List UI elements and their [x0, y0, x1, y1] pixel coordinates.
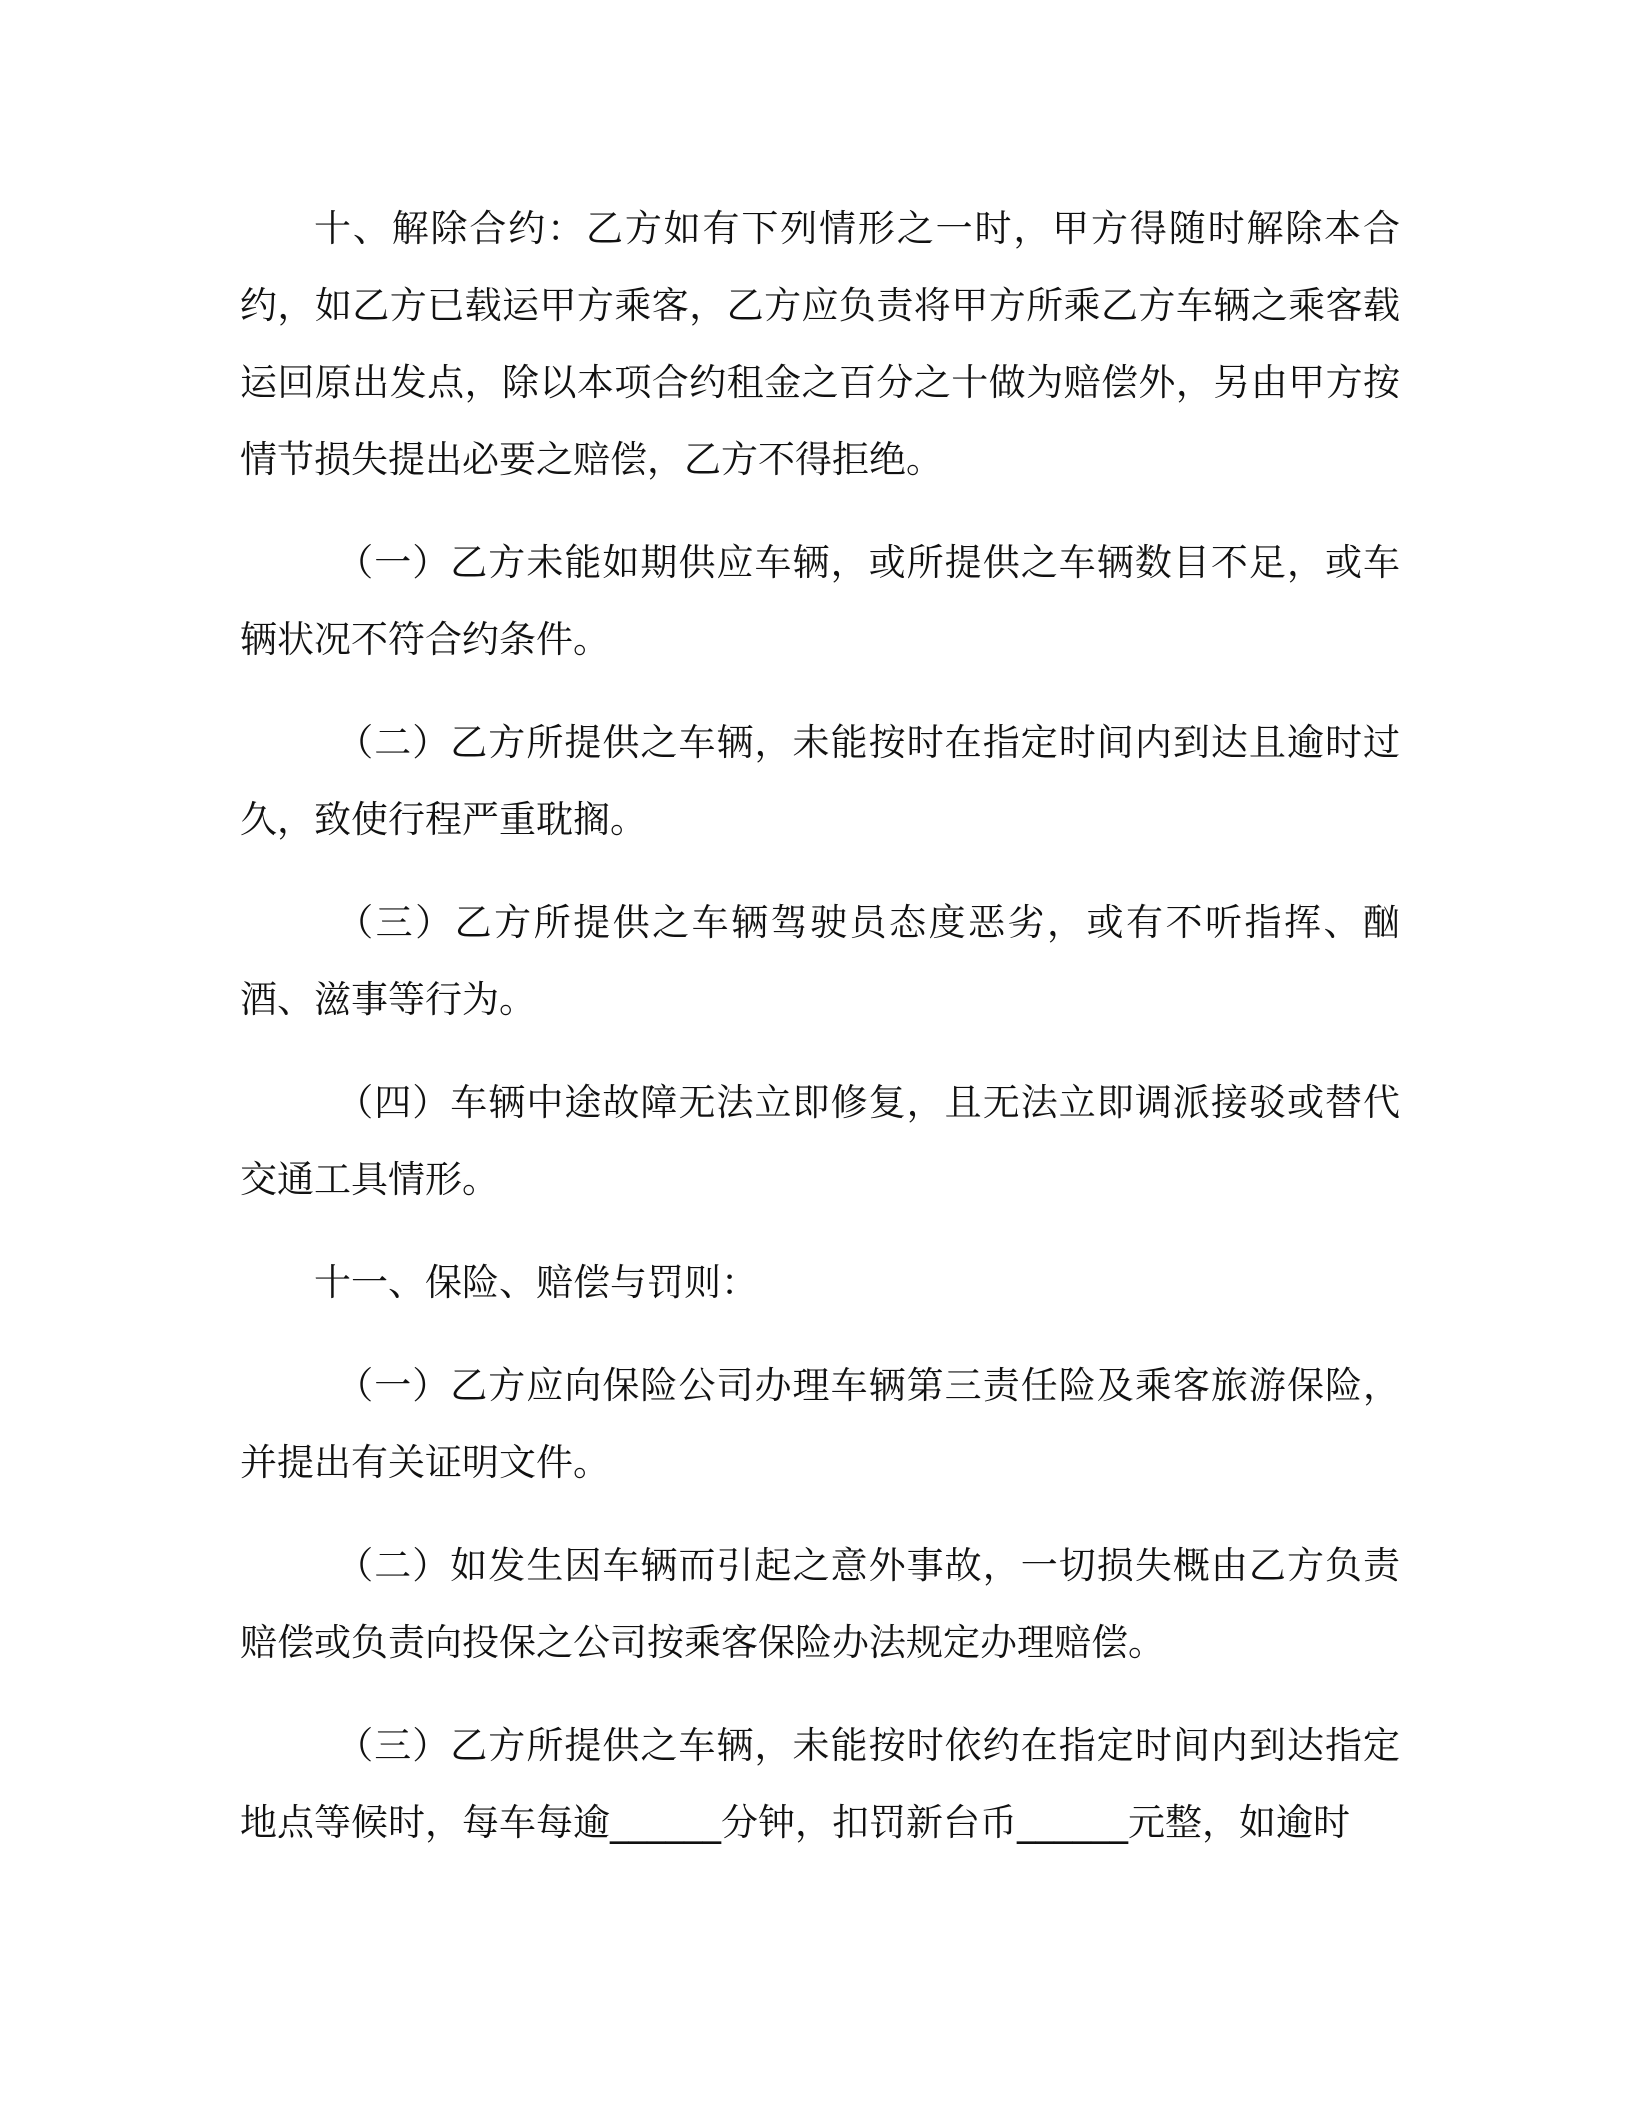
clause-10-item-1: （一）乙方未能如期供应车辆，或所提供之车辆数目不足，或车辆状况不符合约条件。: [240, 541, 1400, 661]
clause-11-item-2: （二）如发生因车辆而引起之意外事故，一切损失概由乙方负责赔偿或负责向投保之公司按乘客保险办法规定办理赔偿。: [240, 1544, 1400, 1664]
clause-11-item-3: （三）乙方所提供之车辆，未能按时依约在指定时间内到达指定地点等候时，每车每逾______分钟，扣罚新台币______元整，如逾时: [240, 1724, 1400, 1844]
clause-10-item-3: （三）乙方所提供之车辆驾驶员态度恶劣，或有不听指挥、酗酒、滋事等行为。: [240, 901, 1400, 1021]
document-body: [240, 190, 1400, 1887]
clause-10-termination: 十、解除合约：乙方如有下列情形之一时，甲方得随时解除本合约，如乙方已载运甲方乘客，乙方应负责将甲方所乘乙方车辆之乘客载运回原出发点，除以本项合约租金之百分之十做为赔偿外，另由甲方按情节损失提出必要之赔偿，乙方不得拒绝。: [240, 207, 1400, 481]
clause-11-heading: 十一、保险、赔偿与罚则：: [314, 1261, 758, 1304]
clause-10-item-4: （四）车辆中途故障无法立即修复，且无法立即调派接驳或替代交通工具情形。: [240, 1081, 1400, 1201]
clause-10-item-2: （二）乙方所提供之车辆，未能按时在指定时间内到达且逾时过久，致使行程严重耽搁。: [240, 721, 1400, 841]
clause-11-item-1: （一）乙方应向保险公司办理车辆第三责任险及乘客旅游保险，并提出有关证明文件。: [240, 1364, 1400, 1484]
